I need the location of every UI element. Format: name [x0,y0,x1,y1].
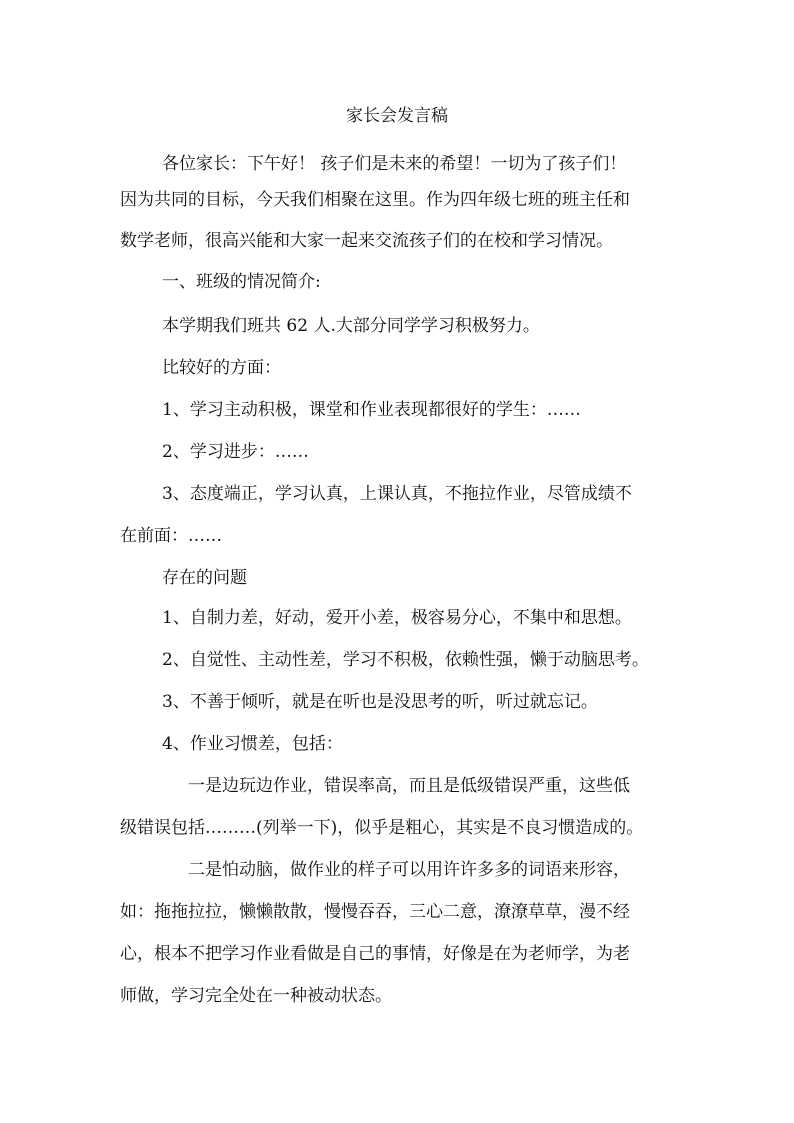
list-item: 1、自制力差，好动，爱开小差，极容易分心，不集中和思想。 [162,608,632,628]
list-item: 2、自觉性、主动性差，学习不积极，依赖性强，懒于动脑思考。 [162,650,649,670]
document-title: 家长会发言稿 [346,106,448,126]
text-line: 级错误包括………(列举一下)，似乎是粗心，其实是不良习惯造成的。 [120,818,644,838]
text-line: 二是怕动脑，做作业的样子可以用许许多多的词语来形容， [188,860,630,880]
list-item: 4、作业习惯差，包括： [162,734,343,754]
list-item: 1、学习主动积极，课堂和作业表现都很好的学生：…… [162,400,581,420]
text-line: 如：拖拖拉拉，懒懒散散，慢慢吞吞，三心二意，潦潦草草，漫不经 [120,902,630,922]
text-line: 本学期我们班共 62 人.大部分同学学习积极努力。 [162,316,540,336]
text-line: 心，根本不把学习作业看做是自己的事情，好像是在为老师学，为老 [120,944,630,964]
subheading: 存在的问题 [162,568,247,588]
text-line: 因为共同的目标，今天我们相聚在这里。作为四年级七班的班主任和 [120,190,630,210]
subheading: 比较好的方面： [162,358,281,378]
text-line: 在前面：…… [120,526,222,546]
list-item: 2、学习进步：…… [162,442,309,462]
text-line: 师做，学习完全处在一种被动状态。 [120,986,392,1006]
section-heading: 一、班级的情况简介: [162,272,321,292]
text-line: 各位家长：下午好！ 孩子们是未来的希望！一切为了孩子们！ [162,154,627,174]
text-line: 数学老师，很高兴能和大家一起来交流孩子们的在校和学习情况。 [120,231,613,251]
list-item: 3、态度端正，学习认真，上课认真，不拖拉作业，尽管成绩不 [162,484,632,504]
text-line: 一是边玩边作业，错误率高，而且是低级错误严重，这些低 [188,776,630,796]
list-item: 3、不善于倾听，就是在听也是没思考的听，听过就忘记。 [162,692,598,712]
